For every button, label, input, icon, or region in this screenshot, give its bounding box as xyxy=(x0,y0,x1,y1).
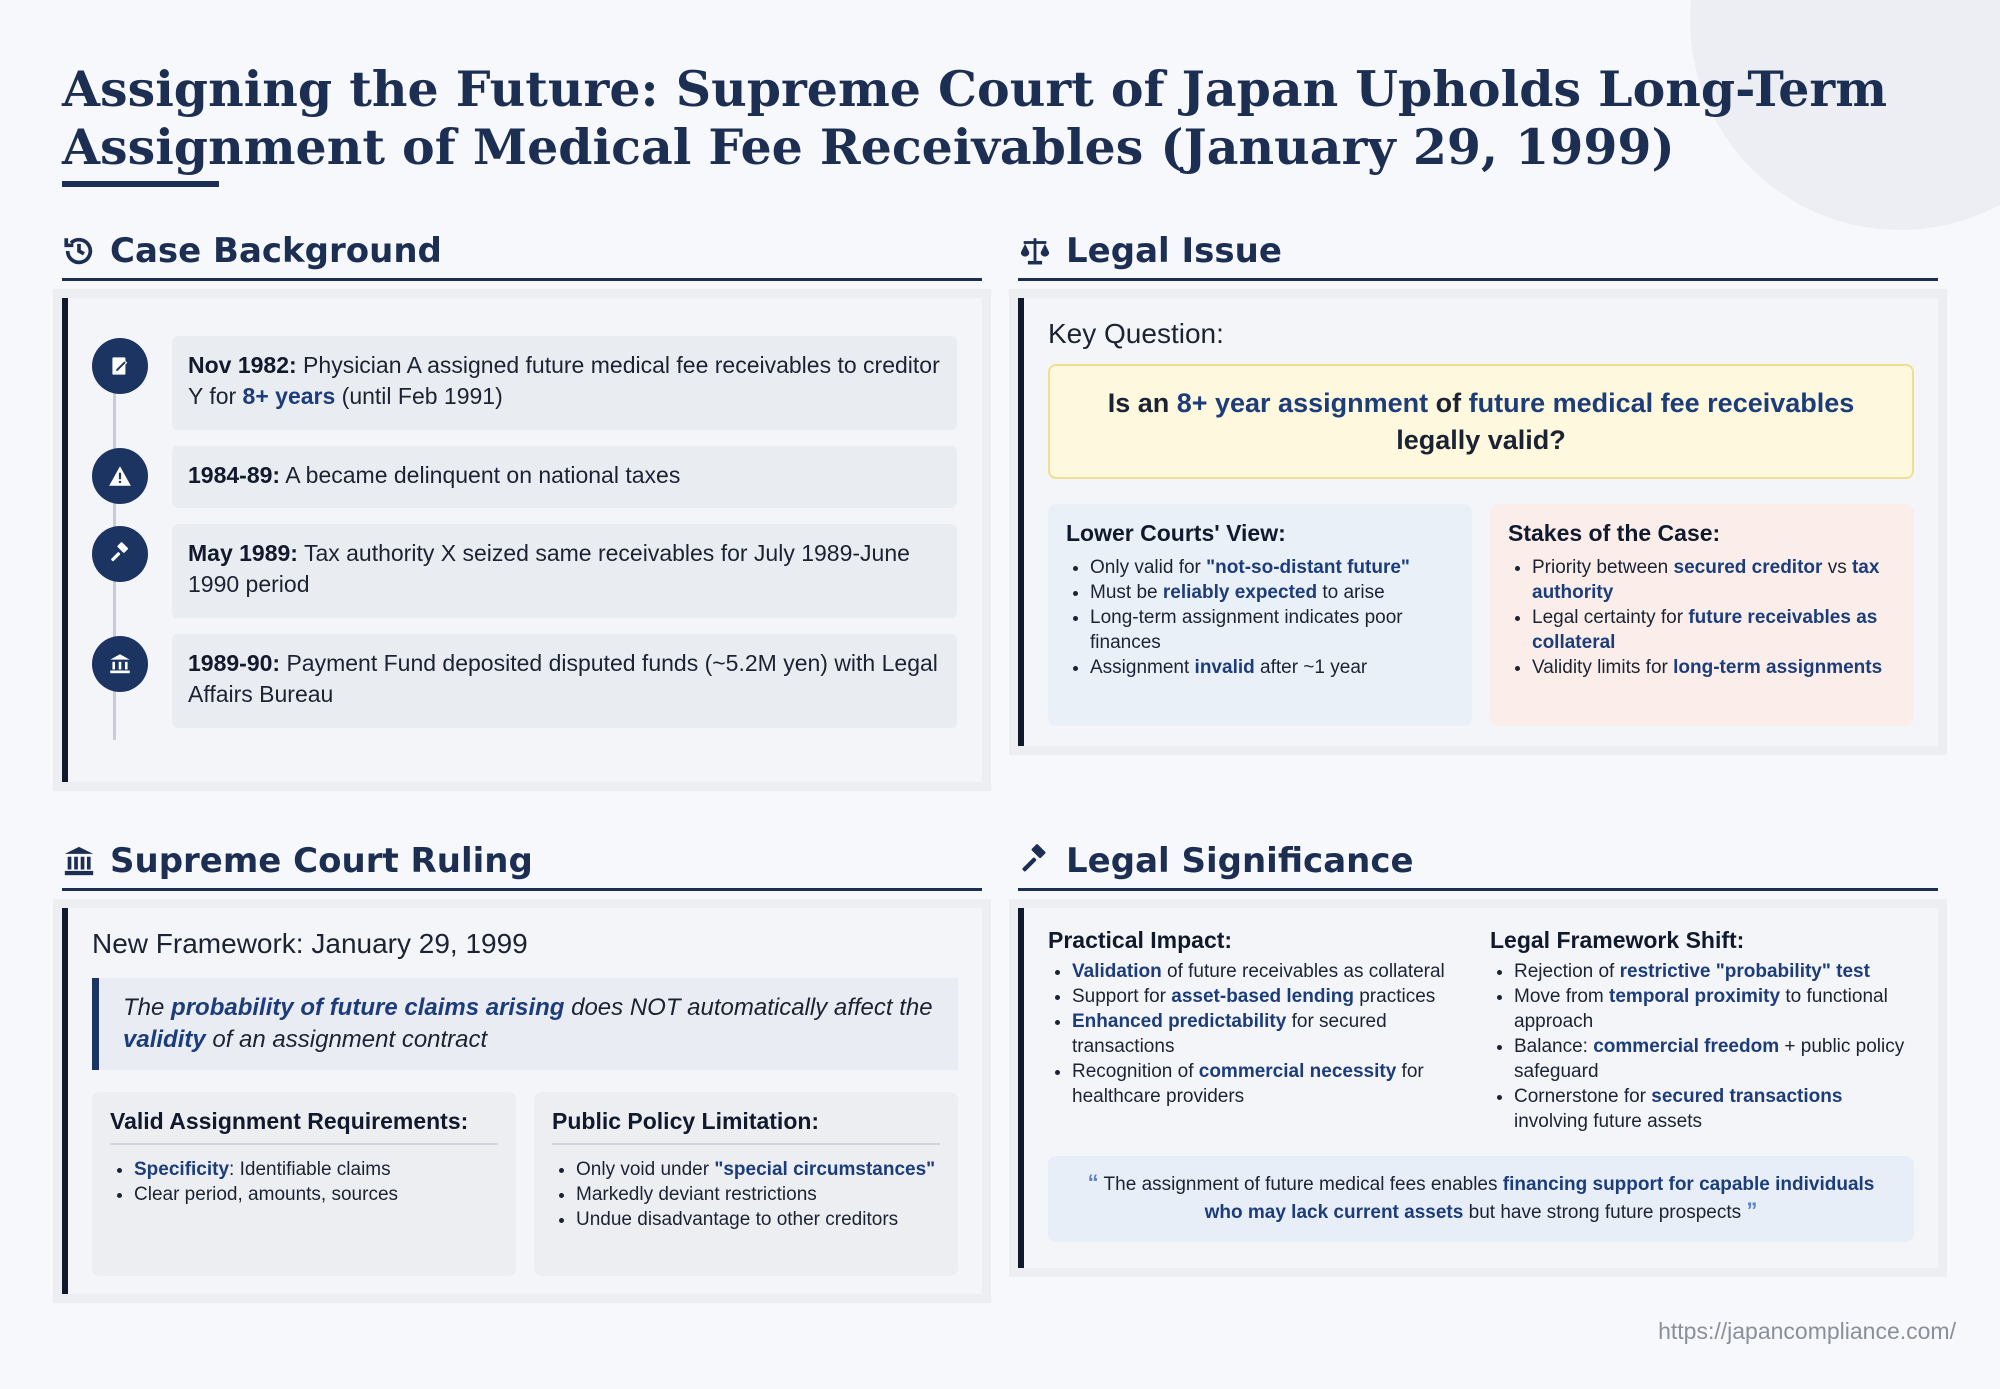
bank-icon xyxy=(92,636,148,692)
list-item: • Recognition of commercial necessity for healthcare providers xyxy=(1072,1059,1472,1109)
key-question-text: Is an 8+ year assignment of future medical fee receivables legally valid? xyxy=(1107,387,1855,455)
timeline-event: 1989-90: Payment Fund deposited disputed funds (~5.2M yen) with Legal Affairs Bureau xyxy=(172,634,957,728)
timeline-event: Nov 1982: Physician A assigned future medical fee receivables to creditor Y for 8+ years (until Feb 1991) xyxy=(172,336,957,430)
gavel-icon xyxy=(92,526,148,582)
list-item: • Priority between secured creditor vs tax authority xyxy=(1532,555,1896,605)
valid-assignment-requirements: Valid Assignment Requirements: • Specificity: Identifiable claims • Clear period, amounts, sources xyxy=(92,1092,516,1276)
legal-significance-header xyxy=(1018,834,1938,891)
quote-close-icon: ” xyxy=(1746,1198,1758,1223)
legal-framework-shift: Legal Framework Shift: • Rejection of restrictive "probability" test • Move from temporal proximity to functional approach • Balance: commercial freedom + public policy safeguard • Cornerstone for secured transactions involving future assets xyxy=(1490,928,1914,1134)
page-title: Assigning the Future: Supreme Court of Japan Upholds Long-Term Assignment of Medical Fee Receivables (January 29, 1999) xyxy=(62,60,1888,176)
list-item: • Validation of future receivables as collateral xyxy=(1072,959,1472,984)
list-item: • Clear period, amounts, sources xyxy=(134,1182,498,1207)
list-item: • Support for asset-based lending practices xyxy=(1072,984,1472,1009)
legal-significance-title: Legal Significance xyxy=(1066,841,1414,881)
quote-open-icon: “ xyxy=(1087,1170,1099,1195)
timeline-event: May 1989: Tax authority X seized same receivables for July 1989-June 1990 period xyxy=(172,524,957,618)
case-background-header xyxy=(62,224,982,281)
courthouse-icon xyxy=(62,842,100,880)
legal-issue-header xyxy=(1018,224,1938,281)
list-item: • Assignment invalid after ~1 year xyxy=(1090,655,1454,680)
gavel-icon xyxy=(1018,842,1056,880)
legal-issue-title: Legal Issue xyxy=(1066,231,1282,271)
significance-quote: “ The assignment of future medical fees enables financing support for capable individuals who may lack current assets but have strong future prospects ” xyxy=(1048,1156,1914,1242)
scale-icon xyxy=(1018,232,1056,270)
ruling-quote: The probability of future claims arising does NOT automatically affect the validity of an assignment contract xyxy=(92,978,958,1070)
list-item: • Rejection of restrictive "probability" test xyxy=(1514,959,1914,984)
timeline-event: 1984-89: A became delinquent on national taxes xyxy=(172,446,957,508)
new-framework-label: New Framework: January 29, 1999 xyxy=(92,928,528,959)
signature-icon xyxy=(92,338,148,394)
list-item: • Enhanced predictability for secured transactions xyxy=(1072,1009,1472,1059)
stakes-of-case: Stakes of the Case: • Priority between secured creditor vs tax authority • Legal certainty for future receivables as collateral • Validity limits for long-term assignments xyxy=(1490,504,1914,726)
history-icon xyxy=(62,232,100,270)
case-background-title: Case Background xyxy=(110,231,442,271)
title-underline xyxy=(62,181,219,187)
list-item: • Must be reliably expected to arise xyxy=(1090,580,1454,605)
footer-url[interactable]: https://japancompliance.com/ xyxy=(1658,1318,1956,1344)
supreme-court-ruling-title: Supreme Court Ruling xyxy=(110,841,533,881)
supreme-court-ruling-header xyxy=(62,834,982,891)
lower-courts-view: Lower Courts' View: • Only valid for "not-so-distant future" • Must be reliably expected to arise • Long-term assignment indicates poor finances • Assignment invalid after ~1 year xyxy=(1048,504,1472,726)
list-item: • Specificity: Identifiable claims xyxy=(134,1157,498,1182)
list-item: • Undue disadvantage to other creditors xyxy=(576,1207,940,1232)
list-item: • Only void under "special circumstances" xyxy=(576,1157,940,1182)
warning-icon xyxy=(92,448,148,504)
list-item: • Move from temporal proximity to functional approach xyxy=(1514,984,1914,1034)
public-policy-limitation: Public Policy Limitation: • Only void under "special circumstances" • Markedly deviant restrictions • Undue disadvantage to other creditors xyxy=(534,1092,958,1276)
list-item: • Validity limits for long-term assignments xyxy=(1532,655,1896,680)
list-item: • Balance: commercial freedom + public policy safeguard xyxy=(1514,1034,1914,1084)
list-item: • Markedly deviant restrictions xyxy=(576,1182,940,1207)
key-question-box xyxy=(1048,364,1914,479)
practical-impact: Practical Impact: • Validation of future receivables as collateral • Support for asset-based lending practices • Enhanced predictability for secured transactions • Recognition of commercial necessity for healthcare providers xyxy=(1048,928,1472,1109)
list-item: • Legal certainty for future receivables as collateral xyxy=(1532,605,1896,655)
key-question-label: Key Question: xyxy=(1048,318,1224,349)
list-item: • Only valid for "not-so-distant future" xyxy=(1090,555,1454,580)
list-item: • Cornerstone for secured transactions involving future assets xyxy=(1514,1084,1914,1134)
list-item: • Long-term assignment indicates poor finances xyxy=(1090,605,1454,655)
